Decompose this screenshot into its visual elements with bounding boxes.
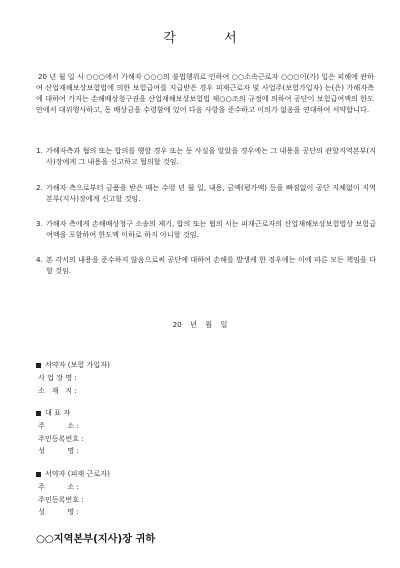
field-label: 사 업 장 명 : [38,372,77,382]
field-label: 주민등록번호 : [38,433,84,443]
worker-name-field [36,506,110,519]
clause-number: 4. [36,255,43,264]
business-name-field [36,372,110,385]
representative-address-field [36,420,90,433]
clause-3 [36,219,376,241]
clause-text: 본 각서의 내용을 준수하지 않음으로써 공단에 대하여 손해를 발생케 한 경우에는 이에 따른 모든 책임을 다할 것임. [46,255,376,275]
square-bullet-icon [36,411,41,416]
addressee: ○○지역본부(지사)장 귀하 [36,534,156,545]
document-title: 각 서 [163,31,259,46]
clause-4 [36,255,376,277]
intro-paragraph: 20 년 월 일 시 ○○○에서 가해자 ○○○의 불법행위로 인하여 ○○소속근로자 ○○○이(가) 입은 피해에 관하여 산업재해보상보험법에 의한 보험급여를 지급받은 경우 피재근로자 및 사업주(보험가입자) 는(은) 가해자측에 대하여 가지는 손해배상청구권을 산업재해보상보험법 제○○조의 규정에 의하여 공단이 보험급여액의 한도 안에서 대위행사하고, 동 배상금을 수령함에 있어 다음 사항을 준수하고 이의가 없음을 연대하여 서약합니다. [36,72,374,114]
section-heading: 서약자 (보험 가입자) [45,360,110,369]
clause-text: 가해자측과 협의 또는 합의를 행할 경우 또는 동 사실을 알았을 경우에는 그 내용을 공단의 관할지역본부(지사)장에게 그 내용을 신고하고 협의할 것임. [46,146,376,166]
pledger-employer-section [36,359,110,397]
signing-date: 20 년 월 일 [172,320,228,329]
business-address-field [36,385,110,398]
section-heading: 서약자 (피재 근로자) [45,469,110,478]
representative-name-field [36,445,90,458]
clause-text: 가해자 측으로부터 금품을 받은 때는 수령 년 월 일, 내용, 금액(평가액) 등을 빠짐없이 공단 지체없이 지역본부(지사)장에게 신고할 것임. [46,183,376,203]
worker-id-field [36,494,110,507]
pledger-worker-section [36,468,110,519]
field-label: 주 소 : [38,420,79,430]
field-label: 주민등록번호 : [38,494,84,504]
clause-number: 2. [36,183,43,192]
representative-id-field [36,433,90,446]
square-bullet-icon [36,472,41,477]
field-label: 성 명 : [38,507,79,517]
field-label: 소 재 지 : [38,385,77,395]
representative-section [36,407,90,458]
field-label: 성 명 : [38,446,79,456]
clause-2 [36,183,376,205]
clause-number: 3. [36,219,43,228]
clause-1 [36,146,376,168]
field-label: 주 소 : [38,481,79,491]
section-heading: 대 표 자 [45,408,71,417]
clause-number: 1. [36,146,43,155]
square-bullet-icon [36,363,41,368]
worker-address-field [36,481,110,494]
clause-text: 가해자 측에게 손해배상청구 소송의 제기, 합의 또는 협의 시는 피재근로자의 산업재해보상보험법상 보험급여액을 포함하여 한도액 이하로 하지 아니할 것임. [46,219,376,239]
